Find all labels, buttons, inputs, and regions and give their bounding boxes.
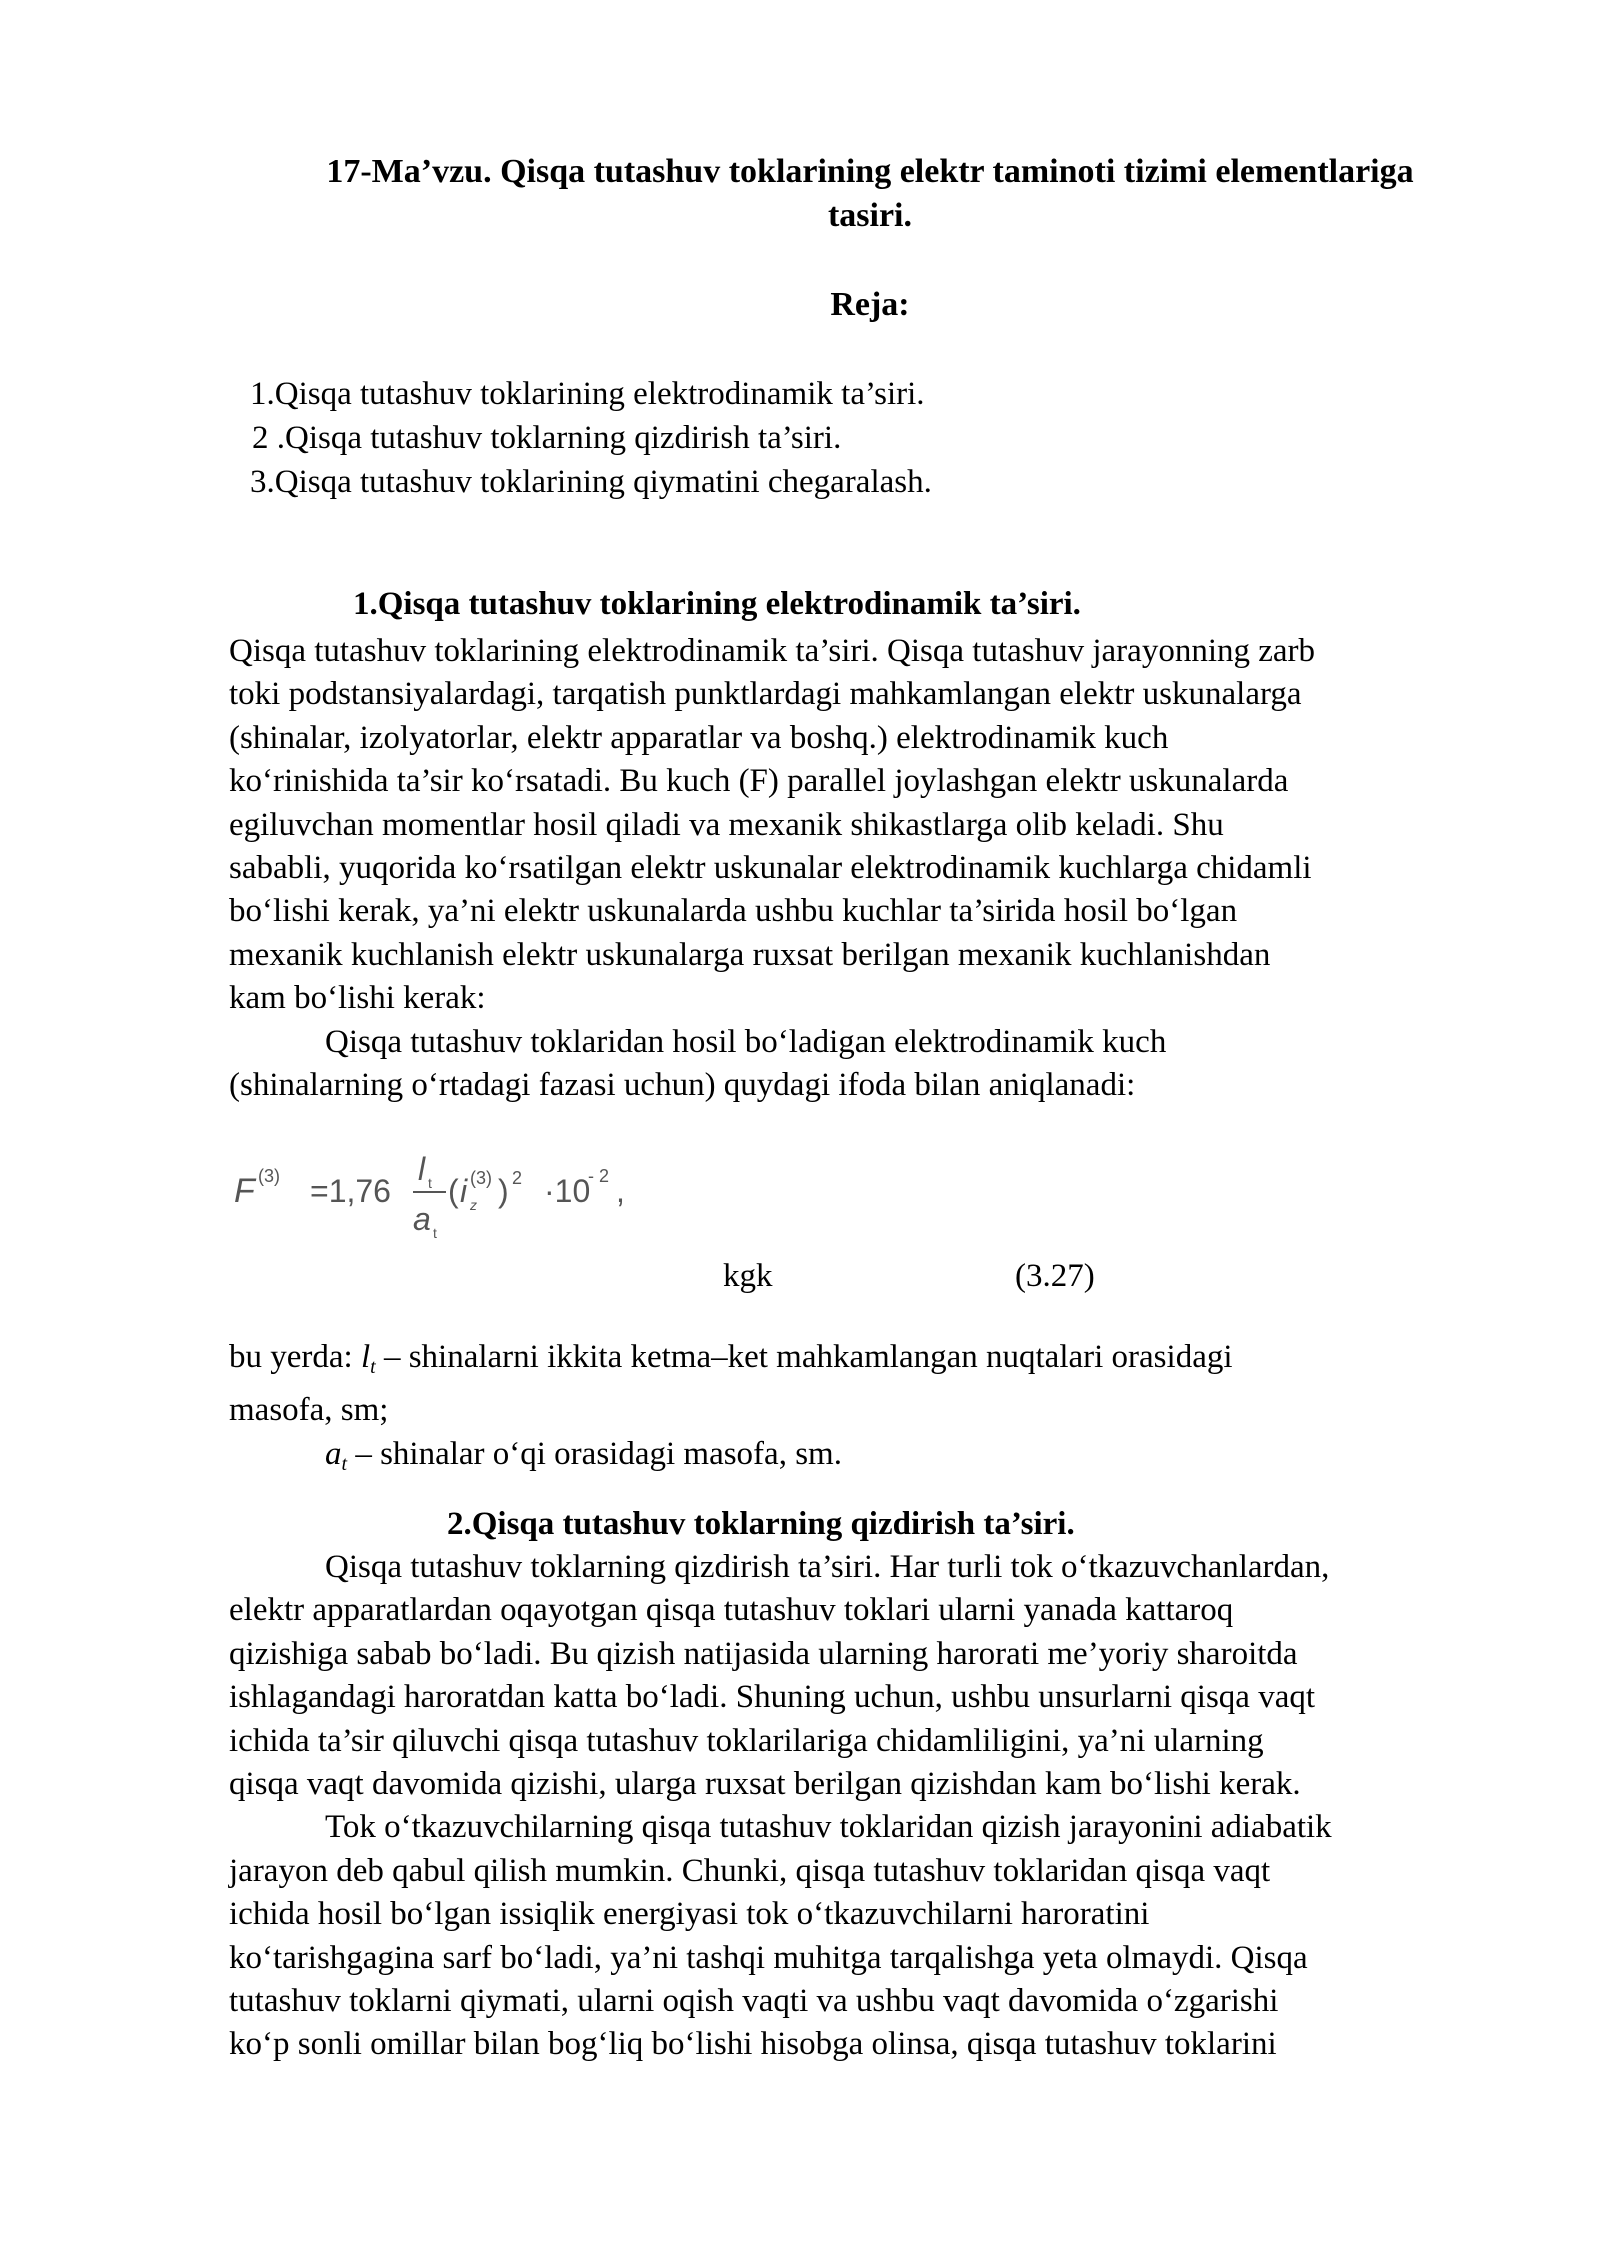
section-2-line: Tok o‘tkazuvchilarning qisqa tutashuv toklaridan qizish jarayonini adiabatik bbox=[325, 1809, 1332, 1846]
formula-i: i bbox=[460, 1173, 468, 1209]
formula-unit: kgk bbox=[723, 1258, 773, 1294]
section-1-line: ko‘rinishida ta’sir ko‘rsatadi. Bu kuch (F) parallel joylashgan elektr uskunalarda bbox=[229, 763, 1289, 800]
formula-denominator: a bbox=[413, 1201, 431, 1237]
section-2-line: ichida ta’sir qiluvchi qisqa tutashuv toklarilariga chidamliligini, ya’ni ularning bbox=[229, 1722, 1264, 1759]
formula-legend bbox=[229, 1336, 1499, 1486]
formula-ten-exp: - 2 bbox=[588, 1166, 610, 1186]
plan-list bbox=[250, 372, 932, 504]
section-2-body bbox=[229, 1546, 1499, 2067]
section-1-heading: 1.Qisqa tutashuv toklarining elektrodinamik ta’siri. bbox=[353, 586, 1081, 622]
section-1-line: mexanik kuchlanish elektr uskunalarga ruxsat berilgan mexanik kuchlanishdan bbox=[229, 936, 1271, 973]
legend-a-desc: – shinalar o‘qi orasidagi masofa, sm. bbox=[347, 1435, 842, 1472]
section-2-line: elektr apparatlardan oqayotgan qisqa tutashuv toklari ularni yanada kattaroq bbox=[229, 1592, 1234, 1629]
plan-item-2: 2 .Qisqa tutashuv toklarning qizdirish ta’siri. bbox=[252, 420, 842, 456]
legend-l-line-2: masofa, sm; bbox=[229, 1392, 389, 1429]
section-2-line: qisqa vaqt davomida qizishi, ularga ruxsat berilgan qizishdan kam bo‘lishi kerak. bbox=[229, 1766, 1301, 1803]
section-1-line: Qisqa tutashuv toklarining elektrodinamik ta’siri. Qisqa tutashuv jarayonning zarb bbox=[229, 633, 1316, 669]
legend-a-sub: t bbox=[341, 1452, 348, 1475]
section-2-line: tutashuv toklarni qiymati, ularni oqish vaqti va ushbu vaqt davomida o‘zgarishi bbox=[229, 1983, 1279, 2020]
legend-a-line bbox=[229, 1433, 1499, 1486]
section-2-line: jarayon deb qabul qilish mumkin. Chunki, qisqa tutashuv toklaridan qisqa vaqt bbox=[229, 1852, 1271, 1889]
formula-ten: ·10 bbox=[544, 1173, 591, 1209]
section-2-line: Qisqa tutashuv toklarning qizdirish ta’siri. Har turli tok o‘tkazuvchanlardan, bbox=[325, 1549, 1330, 1585]
legend-l-sub: t bbox=[370, 1356, 376, 1378]
title-line-2: tasiri. bbox=[827, 197, 913, 234]
legend-l-line bbox=[229, 1336, 1499, 1389]
document-title bbox=[250, 150, 1490, 238]
formula-i-sup: (3) bbox=[470, 1168, 492, 1188]
section-2-line: ishlagandagi haroratdan katta bo‘ladi. Shuning uchun, ushbu unsurlarni qisqa vaqt bbox=[229, 1679, 1316, 1716]
formula-coefficient: =1,76 bbox=[310, 1173, 391, 1209]
section-1-indent-line: Qisqa tutashuv toklaridan hosil bo‘ladigan elektrodinamik kuch bbox=[325, 1023, 1167, 1060]
section-1-line: toki podstansiyalardagi, tarqatish punktlardagi mahkamlangan elektr uskunalarga bbox=[229, 676, 1302, 713]
section-1-line: sababli, yuqorida ko‘rsatilgan elektr uskunalar elektrodinamik kuchlarga chidamli bbox=[229, 850, 1312, 887]
formula-open-paren: ( bbox=[448, 1173, 459, 1209]
formula-comma: , bbox=[616, 1173, 625, 1209]
formula-close-paren: ) bbox=[498, 1173, 509, 1209]
section-1-body bbox=[229, 630, 1499, 1107]
section-1-line: bo‘lishi kerak, ya’ni elektr uskunalarda ushbu kuchlar ta’sirida hosil bo‘lgan bbox=[229, 893, 1238, 930]
section-2-line: ichida hosil bo‘lgan issiqlik energiyasi tok o‘tkazuvchilarni haroratini bbox=[229, 1896, 1150, 1933]
section-2-line: qizishiga sabab bo‘ladi. Bu qizish natijasida ularning harorati me’yoriy sharoitda bbox=[229, 1635, 1298, 1672]
legend-l-var: l bbox=[360, 1339, 371, 1375]
plan-item-3: 3.Qisqa tutashuv toklarining qiymatini chegaralash. bbox=[250, 464, 932, 500]
formula-F: F bbox=[234, 1172, 255, 1210]
formula-denominator-sub: t bbox=[433, 1225, 437, 1241]
formula-i-sub: z bbox=[470, 1197, 477, 1213]
equation-number: (3.27) bbox=[1015, 1258, 1095, 1294]
section-1-line: (shinalarning o‘rtadagi fazasi uchun) quydagi ifoda bilan aniqlanadi: bbox=[229, 1067, 1136, 1104]
formula-numerator-sub: t bbox=[428, 1175, 432, 1191]
plan-item-1: 1.Qisqa tutashuv toklarining elektrodinamik ta’siri. bbox=[250, 376, 925, 412]
formula-numerator: l bbox=[418, 1151, 426, 1187]
section-2-heading: 2.Qisqa tutashuv toklarning qizdirish ta’siri. bbox=[447, 1506, 1075, 1542]
force-formula bbox=[230, 1140, 670, 1260]
plan-heading: Reja: bbox=[830, 286, 910, 323]
title-line-1: 17-Ma’vzu. Qisqa tutashuv toklarining elektr taminoti tizimi elementlariga bbox=[326, 153, 1414, 190]
section-2-line: ko‘tarishgagina sarf bo‘ladi, ya’ni tashqi muhitga tarqalishga yeta olmaydi. Qisqa bbox=[229, 1939, 1308, 1976]
legend-a-var: a bbox=[325, 1435, 342, 1472]
legend-prefix: bu yerda: bbox=[229, 1339, 361, 1375]
formula-F-sup: (3) bbox=[258, 1166, 280, 1186]
formula-power: 2 bbox=[512, 1168, 523, 1188]
section-1-line: kam bo‘lishi kerak: bbox=[229, 980, 486, 1017]
section-1-line: (shinalar, izolyatorlar, elektr apparatlar va boshq.) elektrodinamik kuch bbox=[229, 719, 1169, 756]
legend-l-desc: – shinalarni ikkita ketma–ket mahkamlangan nuqtalari orasidagi bbox=[375, 1339, 1233, 1375]
section-1-line: egiluvchan momentlar hosil qiladi va mexanik shikastlarga olib keladi. Shu bbox=[229, 806, 1224, 843]
section-2-line: ko‘p sonli omillar bilan bog‘liq bo‘lishi hisobga olinsa, qisqa tutashuv toklarini bbox=[229, 2026, 1277, 2063]
